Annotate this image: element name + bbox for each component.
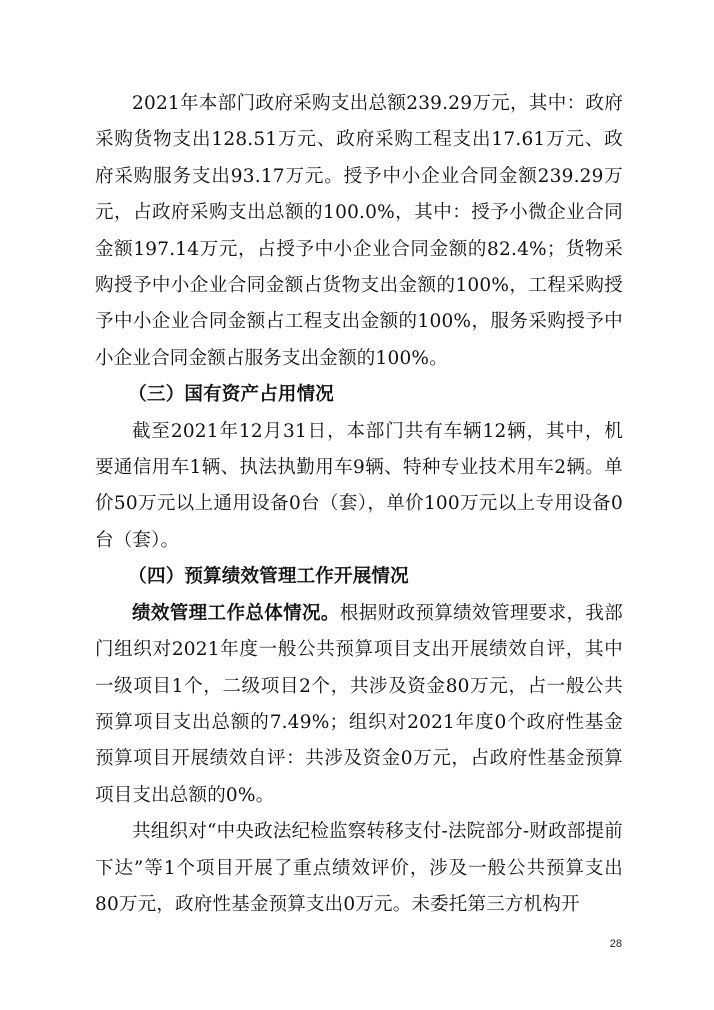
paragraph-state-assets: 截至2021年12月31日，本部门共有车辆12辆，其中，机要通信用车1辆、执法执勤用车9辆、特种专业技术用车2辆。单价50万元以上通用设备0台（套），单价100万元以上专用设备0台（套）。 bbox=[95, 420, 623, 551]
body-text bbox=[95, 86, 623, 923]
paragraph-lead-text: 绩效管理工作总体情况。 bbox=[132, 602, 340, 624]
section-heading-state-assets: （三）国有资产占用情况 bbox=[128, 384, 334, 406]
section-heading-performance-management: （四）预算绩效管理工作开展情况 bbox=[128, 566, 409, 588]
page-number: 28 bbox=[609, 938, 622, 950]
paragraph-performance-overview bbox=[95, 596, 623, 814]
paragraph-procurement: 2021年本部门政府采购支出总额239.29万元，其中：政府采购货物支出128.51万元、政府采购工程支出17.61万元、政府采购服务支出93.17万元。授予中小企业合同金额239.29万元，占政府采购支出总额的100.0%，其中：授予小微企业合同金额197.14万元，占授予中小企业合同金额的82.4%；货物采购授予中小企业合同金额占货物支出金额的100%，工程采购授予中小企业合同金额占工程支出金额的100%，服务采购授予中小企业合同金额占服务支出金额的100%。 bbox=[95, 93, 623, 369]
paragraph-body-text: 根据财政预算绩效管理要求，我部门组织对2021年度一般公共预算项目支出开展绩效自评，其中一级项目1个，二级项目2个，共涉及资金80万元，占一般公共预算项目支出总额的7.49%；组织对2021年度0个政府性基金预算项目开展绩效自评：共涉及资金0万元，占政府性基金预算项目支出总额的0%。 bbox=[95, 602, 623, 806]
paragraph-key-evaluation: 共组织对“中央政法纪检监察转移支付-法院部分-财政部提前下达”等1个项目开展了重点绩效评价，涉及一般公共预算支出80万元，政府性基金预算支出0万元。未委托第三方机构开 bbox=[95, 821, 623, 915]
